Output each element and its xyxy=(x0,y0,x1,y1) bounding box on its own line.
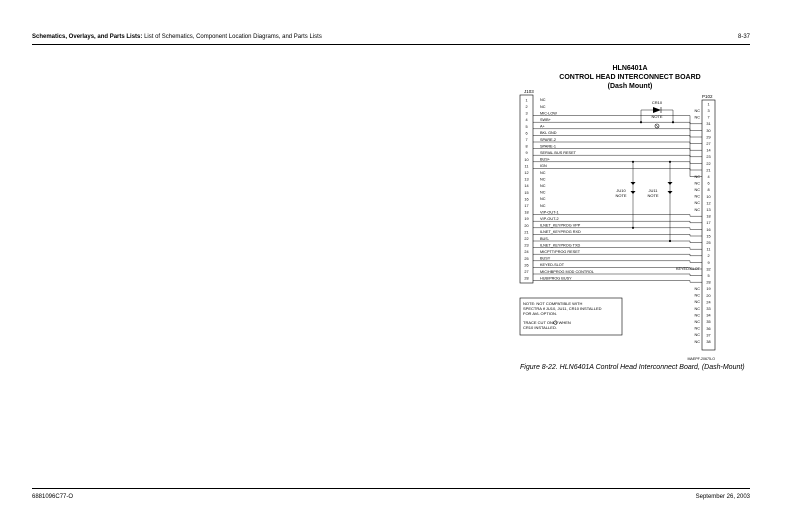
right-pin-number: 7 xyxy=(707,115,710,120)
right-pin-number: 33 xyxy=(706,307,711,311)
right-pin-nc-label: NC xyxy=(694,339,700,344)
note2-line2: CR10 INSTALLED. xyxy=(523,325,557,330)
right-pin-number: 30 xyxy=(706,128,711,133)
jumper-arrow xyxy=(631,182,636,185)
wire xyxy=(533,221,702,223)
right-pin-number: 31 xyxy=(706,122,711,127)
diagram-title-2: CONTROL HEAD INTERCONNECT BOARD xyxy=(559,74,701,81)
left-pin-number: 27 xyxy=(524,270,529,274)
left-pin-label: ILNET_KEYPROG VPP xyxy=(540,223,581,228)
left-pin-number: 24 xyxy=(524,250,529,255)
left-pin-number: 12 xyxy=(524,171,529,175)
right-pin-number: 37 xyxy=(706,333,711,338)
left-pin-label: NC xyxy=(540,98,546,103)
left-pin-label: SPARE-2 xyxy=(540,137,556,142)
right-pin-nc-label: NC xyxy=(694,115,700,120)
left-pin-label: SWB+ xyxy=(540,118,551,122)
header-rule xyxy=(32,44,750,45)
right-pin-number: 36 xyxy=(706,326,711,331)
left-pin-label: ILNET_KEYPROG RXD xyxy=(540,230,581,235)
right-pin-nc-label: NC xyxy=(694,201,700,206)
junction-dot xyxy=(640,121,642,123)
ju11-note: NOTE xyxy=(647,193,659,198)
right-pin-nc-label: NC xyxy=(694,326,700,331)
junction-dot xyxy=(632,227,634,229)
right-pin-number: 10 xyxy=(706,194,711,199)
footer-rule xyxy=(32,488,750,489)
left-pin-label: NC xyxy=(540,197,546,202)
right-pin-nc-label: KEYED-SLOT xyxy=(675,267,700,272)
note1-line1: NOTE: NOT COMPATIBLE WITH xyxy=(523,301,583,306)
left-pin-number: 15 xyxy=(524,190,529,195)
right-pin-nc-label: NC xyxy=(694,293,700,298)
left-pin-label: HUB/PROG BUSY xyxy=(540,276,572,281)
drawing-id: MAEPF-20675-O xyxy=(687,357,715,361)
right-pin-number: 14 xyxy=(706,148,711,153)
left-pin-label: MICPTT/PROG RESET xyxy=(540,250,581,254)
left-pin-label: NC xyxy=(540,190,546,195)
right-pin-number: 5 xyxy=(707,274,710,278)
left-pin-label: BUS- xyxy=(540,236,550,241)
wire xyxy=(533,162,702,170)
left-pin-number: 23 xyxy=(524,243,529,248)
trace-cut-mark xyxy=(656,125,659,128)
left-pin-label: NC xyxy=(540,184,546,188)
left-pin-number: 14 xyxy=(524,184,529,189)
right-pin-number: 15 xyxy=(706,234,711,239)
wire xyxy=(533,228,702,230)
jumper-arrow xyxy=(668,191,673,194)
right-pin-number: 11 xyxy=(706,247,711,252)
junction-dot xyxy=(632,161,634,163)
jumper-arrow xyxy=(631,191,636,194)
cr10-label: CR10 xyxy=(651,100,663,105)
wire xyxy=(533,155,702,163)
right-pin-group xyxy=(676,102,711,344)
ju10-note: NOTE xyxy=(615,193,627,198)
right-pin-nc-label: NC xyxy=(694,174,700,179)
wire xyxy=(533,116,702,124)
left-pin-number: 26 xyxy=(524,263,529,268)
right-pin-number: 9 xyxy=(707,260,710,265)
wire xyxy=(533,129,702,137)
right-pin-number: 24 xyxy=(706,300,711,305)
left-pin-number: 17 xyxy=(524,204,529,208)
right-pin-number: 35 xyxy=(706,320,711,325)
right-pin-number: 38 xyxy=(706,340,711,344)
right-pin-number: 27 xyxy=(706,142,711,146)
left-pin-label: ILNET_KEYPROG TXD xyxy=(540,243,581,248)
left-pin-number: 22 xyxy=(524,237,529,241)
left-connector-label: J103 xyxy=(524,89,534,94)
left-pin-label: BUS+ xyxy=(540,157,551,162)
left-pin-label: IGN xyxy=(540,164,547,169)
note2-line1: TRACE CUT ONLY WHEN xyxy=(523,320,571,325)
figure-caption: Figure 8-22. HLN6401A Control Head Interconnect Board, (Dash-Mount) xyxy=(520,364,745,371)
left-pin-number: 9 xyxy=(525,151,528,156)
left-pin-label: NC xyxy=(540,104,546,109)
left-pin-number: 4 xyxy=(525,118,528,123)
left-pin-number: 5 xyxy=(525,124,528,129)
header-subtitle: List of Schematics, Component Location Diagrams, and Parts Lists xyxy=(144,34,322,40)
right-pin-number: 29 xyxy=(706,135,711,140)
wire xyxy=(533,281,702,283)
left-pin-label: A+ xyxy=(540,124,545,129)
right-pin-nc-label: NC xyxy=(694,287,700,291)
wire xyxy=(533,248,702,250)
left-pin-label: MIC-LOW xyxy=(540,111,557,116)
right-pin-number: 32 xyxy=(706,267,711,272)
right-pin-nc-label: NC xyxy=(694,181,700,186)
ju10-label: JU10 xyxy=(616,188,626,193)
right-pin-nc-label: NC xyxy=(694,194,700,199)
right-pin-nc-label: NC xyxy=(694,320,700,324)
left-pin-label: BUSY xyxy=(540,256,551,261)
left-pin-label: VIP-OUT-1 xyxy=(540,210,559,215)
junction-dot xyxy=(669,240,671,242)
left-pin-number: 28 xyxy=(524,276,529,281)
left-pin-number: 6 xyxy=(525,131,528,136)
right-pin-number: 21 xyxy=(706,168,711,173)
wire xyxy=(533,234,702,236)
right-pin-number: 1 xyxy=(707,102,710,107)
right-pin-number: 6 xyxy=(707,181,710,186)
header-section: Schematics, Overlays, and Parts Lists: xyxy=(32,34,143,40)
note1-line3: FOR AVL OPTION. xyxy=(523,311,558,316)
wire xyxy=(533,142,702,150)
right-pin-number: 23 xyxy=(706,155,711,160)
diode-cr10 xyxy=(653,107,661,113)
right-pin-number: 4 xyxy=(707,175,710,179)
left-pin-group xyxy=(524,98,594,280)
left-pin-number: 7 xyxy=(525,138,528,142)
jumper-arrow xyxy=(668,182,673,185)
right-pin-number: 3 xyxy=(707,109,710,113)
left-connector-box xyxy=(520,95,533,283)
right-pin-number: 8 xyxy=(707,188,710,193)
left-pin-label: NC xyxy=(540,203,546,208)
left-pin-number: 2 xyxy=(525,105,528,109)
left-pin-label: KEYED-SLOT xyxy=(540,263,565,268)
left-pin-number: 16 xyxy=(524,197,529,202)
right-connector-label: P102 xyxy=(702,94,713,99)
page-header xyxy=(32,34,322,40)
right-pin-number: 17 xyxy=(706,221,711,226)
diagram-title-3: (Dash Mount) xyxy=(607,83,653,90)
note1-line2: SPECTRA if JU10, JU11, CR10 INSTALLED xyxy=(523,306,602,311)
schematic-diagram xyxy=(510,62,750,372)
wire xyxy=(533,168,702,176)
left-pin-label: NC xyxy=(540,177,546,182)
left-pin-number: 3 xyxy=(525,111,528,116)
page-number: 8-37 xyxy=(737,34,750,40)
wire xyxy=(533,261,702,263)
right-pin-nc-label: NC xyxy=(694,207,700,212)
left-pin-number: 25 xyxy=(524,256,529,261)
left-pin-label: NC xyxy=(540,170,546,175)
diagram-title-1: HLN6401A xyxy=(612,65,648,72)
right-pin-number: 18 xyxy=(706,214,711,219)
left-pin-label: BKL GND xyxy=(540,131,557,136)
right-pin-number: 16 xyxy=(706,227,711,232)
wire xyxy=(533,135,702,143)
right-pin-nc-label: NC xyxy=(694,313,700,318)
left-pin-number: 20 xyxy=(524,223,529,228)
left-pin-label: VIP-OUT-2 xyxy=(540,217,559,221)
right-pin-nc-label: NC xyxy=(694,333,700,338)
right-pin-nc-label: NC xyxy=(694,108,700,113)
left-pin-number: 21 xyxy=(524,230,529,235)
wire xyxy=(533,241,702,243)
wire xyxy=(533,215,702,217)
schematic-svg xyxy=(510,62,750,372)
left-pin-label: SPARE-1 xyxy=(540,144,556,149)
junction-dot xyxy=(669,161,671,163)
left-pin-number: 1 xyxy=(525,98,528,103)
right-pin-number: 22 xyxy=(706,161,711,166)
right-pin-nc-label: NC xyxy=(694,306,700,311)
wire xyxy=(533,254,702,256)
left-pin-number: 8 xyxy=(525,144,528,149)
left-pin-number: 13 xyxy=(524,177,529,182)
left-pin-number: 18 xyxy=(524,210,529,215)
right-pin-number: 28 xyxy=(706,280,711,285)
ju11-label: JU11 xyxy=(648,188,658,193)
right-pin-number: 2 xyxy=(707,254,710,259)
wire xyxy=(533,122,702,130)
right-pin-nc-label: NC xyxy=(694,300,700,305)
footer-date: September 26, 2003 xyxy=(695,494,750,500)
right-pin-number: 19 xyxy=(706,287,711,292)
right-pin-number: 13 xyxy=(706,208,711,212)
right-pin-nc-label: NC xyxy=(694,188,700,192)
right-pin-number: 20 xyxy=(706,293,711,298)
left-pin-label: MIC/HBPROG MOD CONTROL xyxy=(540,269,595,274)
junction-dot xyxy=(672,121,674,123)
left-pin-label: SERIAL BUS RESET xyxy=(540,151,576,155)
footer-doc-number: 6881096C77-O xyxy=(32,494,74,500)
left-pin-number: 10 xyxy=(524,157,529,162)
right-pin-number: 34 xyxy=(706,313,711,318)
wire xyxy=(533,274,702,276)
right-pin-number: 12 xyxy=(706,201,711,206)
right-pin-number: 25 xyxy=(706,241,711,245)
left-pin-number: 11 xyxy=(524,164,529,169)
left-pin-number: 19 xyxy=(524,217,529,222)
cr10-note: NOTE xyxy=(651,114,663,119)
